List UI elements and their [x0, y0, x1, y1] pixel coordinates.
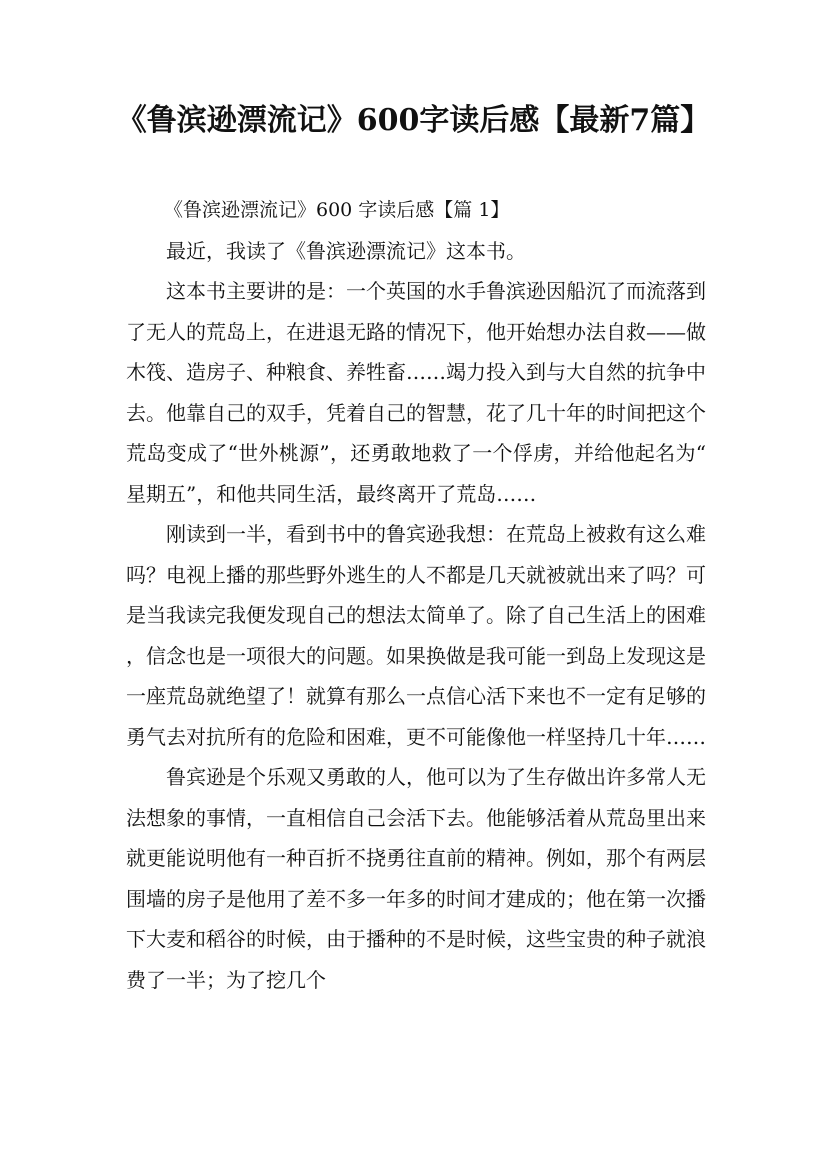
paragraph-2: 这本书主要讲的是：一个英国的水手鲁滨逊因船沉了而流落到了无人的荒岛上，在进退无路的情况下，他开始想办法自救——做木筏、造房子、种粮食、养牲畜……竭力投入到与大自然的抗争中去。他靠自己的双手，凭着自己的智慧，花了几十年的时间把这个荒岛变成了“世外桃源”，还勇敢地救了一个俘虏，并给他起名为“星期五”，和他共同生活，最终离开了荒岛……: [126, 279, 706, 506]
section-heading: 《鲁滨逊漂流记》600 字读后感【篇 1】: [164, 199, 510, 221]
document-body: [126, 190, 706, 1000]
paragraph-4: 鲁宾逊是个乐观又勇敢的人，他可以为了生存做出许多常人无法想象的事情，一直相信自己会活下去。他能够活着从荒岛里出来就更能说明他有一种百折不挠勇往直前的精神。例如，那个有两层围墙的房子是他用了差不多一年多的时间才建成的；他在第一次播下大麦和稻谷的时候，由于播种的不是时候，这些宝贵的种子就浪费了一半；为了挖几个: [126, 765, 706, 992]
paragraph-1: 最近，我读了《鲁滨逊漂流记》这本书。: [166, 238, 526, 263]
document-title: 《鲁滨逊漂流记》600字读后感【最新7篇】: [116, 103, 711, 138]
paragraph-3: 刚读到一半，看到书中的鲁宾逊我想：在荒岛上被救有这么难吗？电视上播的那些野外逃生的人不都是几天就被就出来了吗？可是当我读完我便发现自己的想法太简单了。除了自己生活上的困难，信念也是一项很大的问题。如果换做是我可能一到岛上发现这是一座荒岛就绝望了！就算有那么一点信心活下来也不一定有足够的勇气去对抗所有的危险和困难，更不可能像他一样坚持几十年……: [126, 522, 706, 749]
